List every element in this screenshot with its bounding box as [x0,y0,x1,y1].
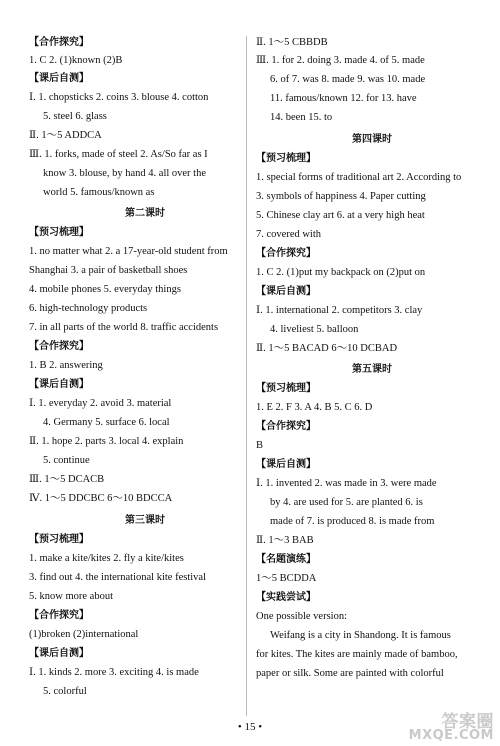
lesson-title: 第三课时 [125,515,165,526]
answer-line: Ⅲ. 1. forks, made of steel 2. As/So far as I [29,149,208,160]
section-heading: 【课后自测】 [29,379,89,390]
answer-line: Shanghai 3. a pair of basketball shoes [29,265,188,276]
lesson-title: 第五课时 [352,364,392,375]
answer-line: (1)broken (2)international [29,629,139,640]
answer-line: 1. make a kite/kites 2. fly a kite/kites [29,553,184,564]
essay-line: paper or silk. Some are painted with colorful [256,668,444,679]
answer-line: 5. know more about [29,591,113,602]
answer-line: 1. special forms of traditional art 2. According to [256,172,462,183]
section-heading: 【预习梳理】 [29,227,89,238]
answer-line: 11. famous/known 12. for 13. have [270,93,417,104]
answer-line: 5. Chinese clay art 6. at a very high heat [256,210,425,221]
answer-line: 1. C 2. (1)put my backpack on (2)put on [256,267,426,278]
section-heading: 【预习梳理】 [256,153,316,164]
section-heading: 【课后自测】 [29,73,89,84]
answer-line: by 4. are used for 5. are planted 6. is [270,497,423,508]
answer-line: 4. mobile phones 5. everyday things [29,284,181,295]
page-number: • 15 • [237,721,263,733]
answer-line: Ⅱ. 1～5 ADDCA [29,130,102,141]
answer-line: know 3. blouse, by hand 4. all over the [43,168,207,179]
essay-line: Weifang is a city in Shandong. It is famous [270,630,451,641]
answer-line: One possible version: [256,611,347,622]
answer-line: 7. covered with [256,229,322,240]
answer-line: Ⅰ. 1. kinds 2. more 3. exciting 4. is made [29,667,199,678]
answer-line: 3. find out 4. the international kite festival [29,572,206,583]
watermark-logo [408,712,494,743]
answer-line: Ⅲ. 1～5 DCACB [29,474,105,485]
answer-line: 1～5 BCDDA [256,573,317,584]
section-heading: 【课后自测】 [256,459,316,470]
answer-line: Ⅰ. 1. everyday 2. avoid 3. material [29,398,172,409]
answer-line: made of 7. is produced 8. is made from [270,516,435,527]
answer-line: world 5. famous/known as [43,187,155,198]
answer-line: Ⅲ. 1. for 2. doing 3. made 4. of 5. made [256,55,425,66]
section-heading: 【合作探究】 [29,37,89,48]
answer-line: 6. of 7. was 8. made 9. was 10. made [270,74,426,85]
section-heading: 【合作探究】 [29,610,89,621]
watermark-url: MXQE.COM [408,728,494,743]
answer-line: 4. Germany 5. surface 6. local [43,417,170,428]
answer-line: 3. symbols of happiness 4. Paper cutting [256,191,426,202]
lesson-title: 第四课时 [352,134,392,145]
column-divider [246,36,247,716]
answer-line: Ⅰ. 1. chopsticks 2. coins 3. blouse 4. cotton [29,92,209,103]
section-heading: 【预习梳理】 [29,534,89,545]
answer-line: 6. high-technology products [29,303,148,314]
answer-line: Ⅱ. 1. hope 2. parts 3. local 4. explain [29,436,184,447]
answer-line: 4. liveliest 5. balloon [270,324,359,335]
answer-line: 1. no matter what 2. a 17-year-old student from [29,246,228,257]
answer-line: Ⅱ. 1～5 BACAD 6～10 DCBAD [256,343,398,354]
answer-line: Ⅰ. 1. invented 2. was made in 3. were made [256,478,437,489]
answer-line: 1. B 2. answering [29,360,103,371]
answer-line: 5. continue [43,455,90,466]
section-heading: 【课后自测】 [256,286,316,297]
answer-line: B [256,440,264,451]
answer-line: 14. been 15. to [270,112,333,123]
section-heading: 【名题演练】 [256,554,316,565]
lesson-title: 第二课时 [125,208,165,219]
section-heading: 【合作探究】 [29,341,89,352]
answer-line: 7. in all parts of the world 8. traffic accidents [29,322,219,333]
answer-line: Ⅳ. 1～5 DDCBC 6～10 BDCCA [29,493,173,504]
section-heading: 【合作探究】 [256,421,316,432]
answer-line: Ⅱ. 1～5 CBBDB [256,37,328,48]
essay-line: for kites. The kites are mainly made of bamboo, [256,649,458,660]
answer-line: 5. colorful [43,686,87,697]
section-heading: 【实践尝试】 [256,592,316,603]
answer-line: 1. E 2. F 3. A 4. B 5. C 6. D [256,402,373,413]
section-heading: 【合作探究】 [256,248,316,259]
answer-line: 5. steel 6. glass [43,111,107,122]
watermark-title: 答案圈 [441,712,494,732]
answer-line: 1. C 2. (1)known (2)B [29,55,123,66]
answer-line: Ⅱ. 1～3 BAB [256,535,314,546]
section-heading: 【课后自测】 [29,648,89,659]
section-heading: 【预习梳理】 [256,383,316,394]
answer-line: Ⅰ. 1. international 2. competitors 3. clay [256,305,423,316]
